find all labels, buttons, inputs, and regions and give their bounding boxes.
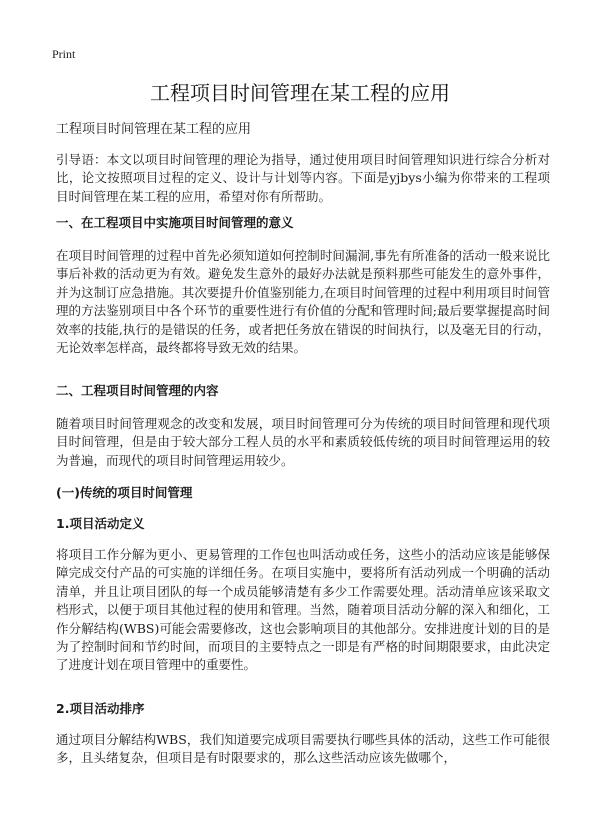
subsection-1-heading: (一)传统的项目时间管理 (56, 485, 193, 500)
section-1-paragraph: 在项目时间管理的过程中首先必须知道如何控制时间漏洞,事先有所准备的活动一般来说比事后补救的活动更为有效。避免发生意外的最好办法就是预料那些可能发生的意外事件，并为这制订应急措施。其次要提升价值鉴别能力,在项目时间管理的过程中利用项目时间管理的方法鉴别项目中各个环节的重要性进行有价值的分配和管理时间;最后要掌握提高时间效率的技能,执行的是错误的任务，或者把任务放在错误的时间执行，以及毫无目的行动，无论效率怎样高，最终都将导致无效的结果。 (56, 248, 550, 356)
item-1-paragraph: 将项目工作分解为更小、更易管理的工作包也叫活动或任务，这些小的活动应该是能够保障完成交付产品的可实施的详细任务。在项目实施中，要将所有活动列成一个明确的活动清单，并且让项目团队的每一个成员能够清楚有多少工作需要处理。活动清单应该采取文档形式，以便于项目其他过程的使用和管理。当然，随着项目活动分解的深入和细化，工作分解结构(WBS)可能会需要修改，这也会影响项目的其他部分。安排进度计划的目的是为了控制时间和节约时间，而项目的主要特点之一即是有严格的时间期限要求，由此决定了进度计划在项目管理中的重要性。 (56, 547, 550, 673)
item-2-paragraph: 通过项目分解结构WBS，我们知道要完成项目需要执行哪些具体的活动，这些工作可能很多，且头绪复杂，但项目是有时限要求的，那么这些活动应该先做哪个， (56, 732, 550, 766)
section-2-paragraph: 随着项目时间管理观念的改变和发展，项目时间管理可分为传统的项目时间管理和现代项目时间管理，但是由于较大部分工程人员的水平和素质较低传统的项目时间管理运用的较为普遍，而现代的项目时间管理运用较少。 (56, 416, 550, 468)
item-2-heading: 2.项目活动排序 (56, 701, 145, 716)
print-link[interactable]: Print (52, 47, 76, 61)
section-1-heading: 一、在工程项目中实施项目时间管理的意义 (56, 215, 294, 230)
document-subtitle: 工程项目时间管理在某工程的应用 (56, 122, 252, 137)
section-2-heading: 二、工程项目时间管理的内容 (56, 383, 219, 398)
page-title: 工程项目时间管理在某工程的应用 (150, 81, 450, 105)
item-1-heading: 1.项目活动定义 (56, 516, 145, 531)
intro-paragraph: 引导语：本文以项目时间管理的理论为指导，通过使用项目时间管理知识进行综合分析对比，论文按照项目过程的定义、设计与计划等内容。下面是yjbys小编为你带来的工程项目时间管理在某工程的应用，希望对你有所帮助。 (56, 152, 550, 204)
